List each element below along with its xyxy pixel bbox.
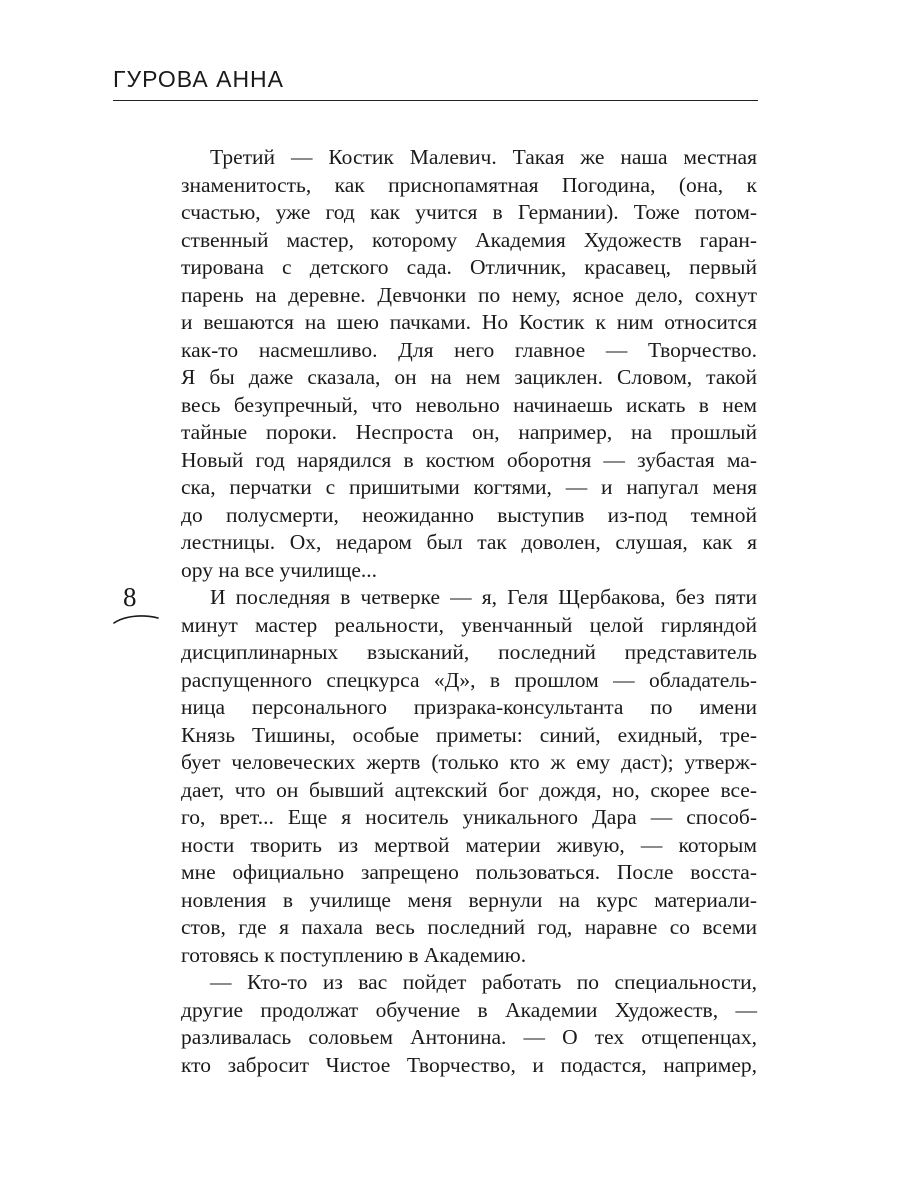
body-text bbox=[181, 144, 757, 1079]
text-line: дисциплинарных взысканий, последний представитель bbox=[181, 640, 757, 664]
paragraph bbox=[181, 144, 757, 584]
text-line: лестницы. Ох, недаром был так доволен, слушая, как я bbox=[181, 530, 757, 554]
text-line: кто забросит Чистое Творчество, и подастся, например, bbox=[181, 1052, 757, 1077]
text-line: тайные пороки. Неспроста он, например, на прошлый bbox=[181, 420, 757, 444]
text-line: парень на деревне. Девчонки по нему, ясное дело, сохнут bbox=[181, 282, 757, 307]
text-line: как-то насмешливо. Для него главное — Творчество. bbox=[181, 337, 757, 362]
header-rule bbox=[113, 100, 758, 101]
text-line: и вешаются на шею пачками. Но Костик к ним относится bbox=[181, 310, 757, 334]
text-line: дает, что он бывший ацтекский бог дождя, но, скорее все- bbox=[181, 777, 757, 802]
text-line: бует человеческих жертв (только кто ж ему даст); утверж- bbox=[181, 750, 757, 774]
page-number: 8 bbox=[123, 582, 137, 612]
text-line: минут мастер реальности, увенчанный целой гирляндой bbox=[181, 612, 757, 637]
text-line: ности творить из мертвой материи живую, — которым bbox=[181, 832, 757, 857]
text-line: готовясь к поступлению в Академию. bbox=[181, 942, 527, 967]
text-line: Я бы даже сказала, он на нем зациклен. Словом, такой bbox=[181, 365, 757, 389]
text-line: распущенного спецкурса «Д», в прошлом — обладатель- bbox=[181, 667, 757, 692]
text-line: И последняя в четверке — я, Геля Щербакова, без пяти bbox=[210, 585, 757, 609]
text-line: тирована с детского сада. Отличник, красавец, первый bbox=[181, 255, 757, 279]
paragraph bbox=[181, 969, 757, 1079]
text-line: знаменитость, как приснопамятная Погодина, (она, к bbox=[181, 172, 757, 197]
text-line: мне официально запрещено пользоваться. После восста- bbox=[181, 860, 757, 884]
running-head: ГУРОВА АННА bbox=[113, 66, 285, 92]
text-line: — Кто-то из вас пойдет работать по специальности, bbox=[210, 970, 757, 994]
text-line: Князь Тишины, особые приметы: синий, ехидный, тре- bbox=[181, 722, 757, 747]
text-line: ственный мастер, которому Академия Художеств гаран- bbox=[181, 227, 757, 252]
text-line: разливалась соловьем Антонина. — О тех отщепенцах, bbox=[181, 1025, 757, 1049]
text-line: ница персонального призрака-консультанта по имени bbox=[181, 695, 757, 719]
text-line: весь безупречный, что невольно начинаешь искать в нем bbox=[181, 392, 757, 417]
text-line: новления в училище меня вернули на курс материали- bbox=[181, 887, 757, 912]
text-line: ска, перчатки с пришитыми когтями, — и напугал меня bbox=[181, 475, 757, 499]
text-line: ору на все училище... bbox=[181, 557, 378, 582]
text-line: счастью, уже год как учится в Германии). Тоже потом- bbox=[181, 200, 757, 224]
paragraph bbox=[181, 584, 757, 969]
text-line: го, врет... Еще я носитель уникального Дара — способ- bbox=[181, 805, 757, 829]
text-line: Новый год нарядился в костюм оборотня — зубастая ма- bbox=[181, 447, 757, 472]
text-line: стов, где я пахала весь последний год, наравне со всеми bbox=[181, 915, 757, 939]
text-line: другие продолжат обучение в Академии Художеств, — bbox=[181, 997, 757, 1022]
folio-swash-ornament bbox=[112, 612, 160, 626]
text-line: до полусмерти, неожиданно выступив из-под темной bbox=[181, 502, 757, 527]
text-line: Третий — Костик Малевич. Такая же наша местная bbox=[210, 145, 757, 169]
